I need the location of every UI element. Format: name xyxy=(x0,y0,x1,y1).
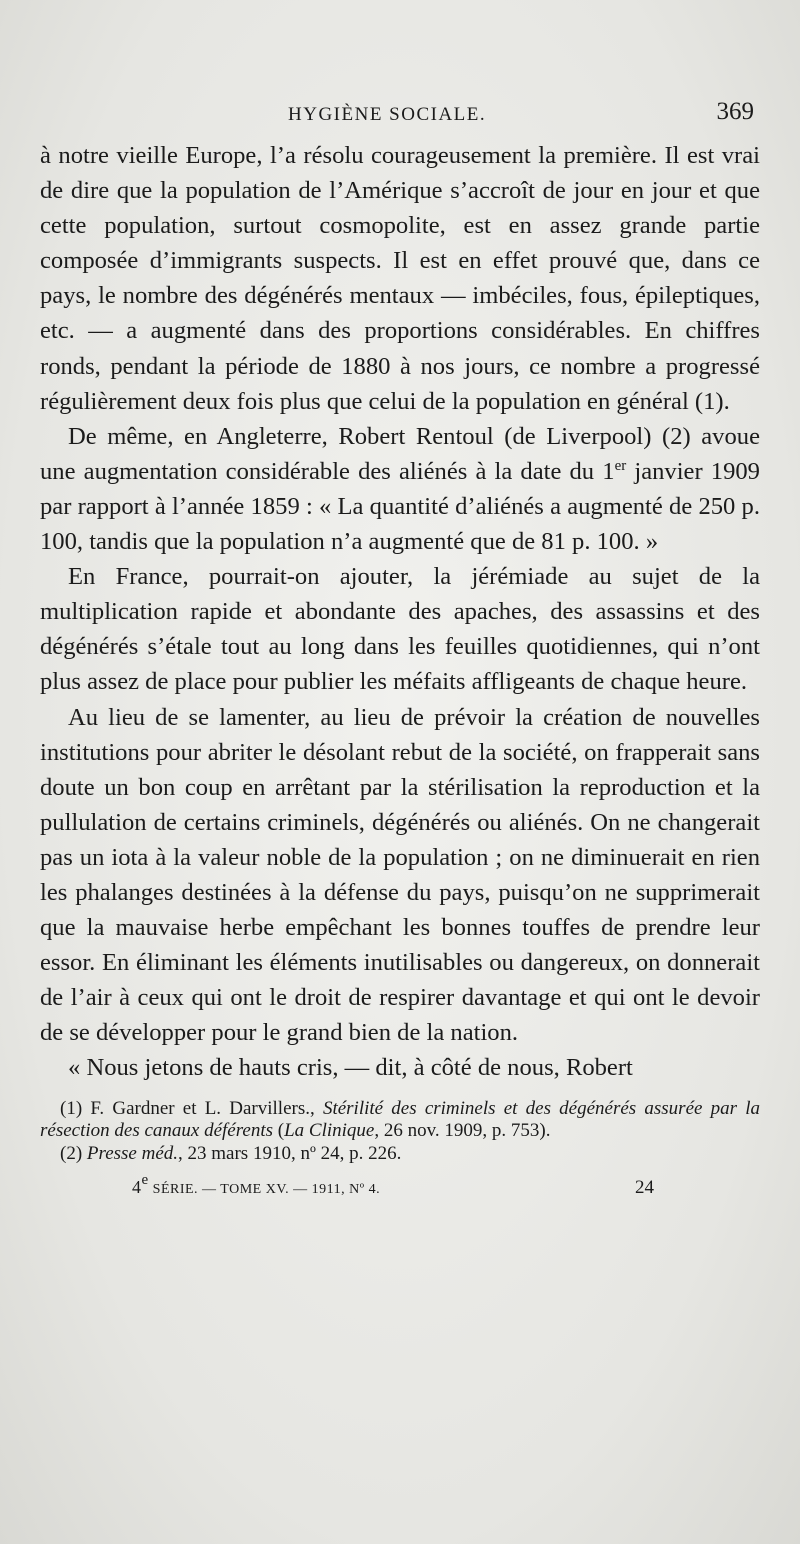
paragraph-1: à notre vieille Europe, l’a résolu courageusement la première. Il est vrai de dire que la population de l’Amérique s’accroît de jour en jour et que cette population, surtout cosmopolite, est en assez grande partie composée d’immigrants suspects. Il est en effet prouvé que, dans ce pays, le nombre des dégénérés mentaux — imbéciles, fous, épileptiques, etc. — a augmenté dans des proportions considérables. En chiffres ronds, pendant la période de 1880 à nos jours, ce nombre a progressé régulièrement deux fois plus que celui de la population en général (1). xyxy=(40,142,760,415)
running-header xyxy=(40,98,760,138)
paragraph-2-text-a: De même, en Angleterre, Robert Rentoul (de Liverpool) (2) avoue une augmentation considérable des aliénés à la date du 1 xyxy=(40,422,760,485)
series-superscript: e xyxy=(141,1172,149,1189)
footnote-1-journal: La Clinique xyxy=(284,1120,375,1142)
footnote-2 xyxy=(40,1143,760,1166)
footnote-1 xyxy=(40,1098,760,1143)
footnote-2-mark: (2) xyxy=(60,1142,87,1164)
ordinal-superscript: er xyxy=(614,457,627,474)
sheet-number: 24 xyxy=(635,1177,654,1199)
printer-signature xyxy=(40,1172,760,1203)
main-text xyxy=(40,138,760,1086)
paragraph-4: Au lieu de se lamenter, au lieu de prévoir la création de nouvelles institutions pour abriter le désolant rebut de la société, on frapperait sans doute un bon coup en arrêtant par la stérilisation la reproduction et la pullulation de certains criminels, dégénérés ou aliénés. On ne changerait pas un iota à la valeur noble de la population ; on ne diminuerait en rien les phalanges destinées à la défense du pays, puisqu’on ne supprimerait que la mauvaise herbe empêchant les bonnes touffes de prendre leur essor. En éliminant les éléments inutilisables ou dangereux, on donnerait de l’air à ceux qui ont le droit de respirer davantage et qui ont le devoir de se développer pour le grand bien de la nation. xyxy=(40,703,760,1047)
footnote-1-authors: F. Gardner et L. Darvillers., xyxy=(90,1097,323,1119)
page-number: 369 xyxy=(716,98,754,125)
series-label: SÉRIE. — TOME XV. — 1911, Nº 4. xyxy=(148,1182,381,1198)
series-number: 4 xyxy=(132,1177,142,1198)
footnote-1-title: Stérilité des criminels et des dégénérés assurée par la résection des canaux déférents xyxy=(40,1097,761,1142)
footnote-2-rest: , 23 mars 1910, nº 24, p. 226. xyxy=(178,1142,402,1164)
footnote-1-rest: , 26 nov. 1909, p. 753). xyxy=(374,1120,551,1142)
paragraph-5: « Nous jetons de hauts cris, — dit, à côté de nous, Robert xyxy=(68,1054,633,1082)
series-line xyxy=(132,1172,381,1198)
footnotes xyxy=(40,1098,760,1166)
running-title: HYGIÈNE SOCIALE. xyxy=(288,104,487,125)
footnote-2-journal: Presse méd. xyxy=(86,1142,179,1164)
paragraph-3: En France, pourrait-on ajouter, la jérémiade au sujet de la multiplication rapide et abondante des apaches, des assassins et des dégénérés s’étale tout au long dans les feuilles quotidiennes, qui n’ont plus assez de place pour publier les méfaits affligeants de chaque heure. xyxy=(40,563,760,696)
paragraph-2-text-b: janvier 1909 par rapport à l’année 1859 : « La quantité d’aliénés a augmenté de 250 p. 100, tandis que la population n’a augmenté que de 81 p. 100. » xyxy=(40,457,760,556)
paragraph-2 xyxy=(40,419,760,559)
footnote-1-open: ( xyxy=(273,1120,285,1142)
footnote-1-mark: (1) xyxy=(60,1097,91,1119)
